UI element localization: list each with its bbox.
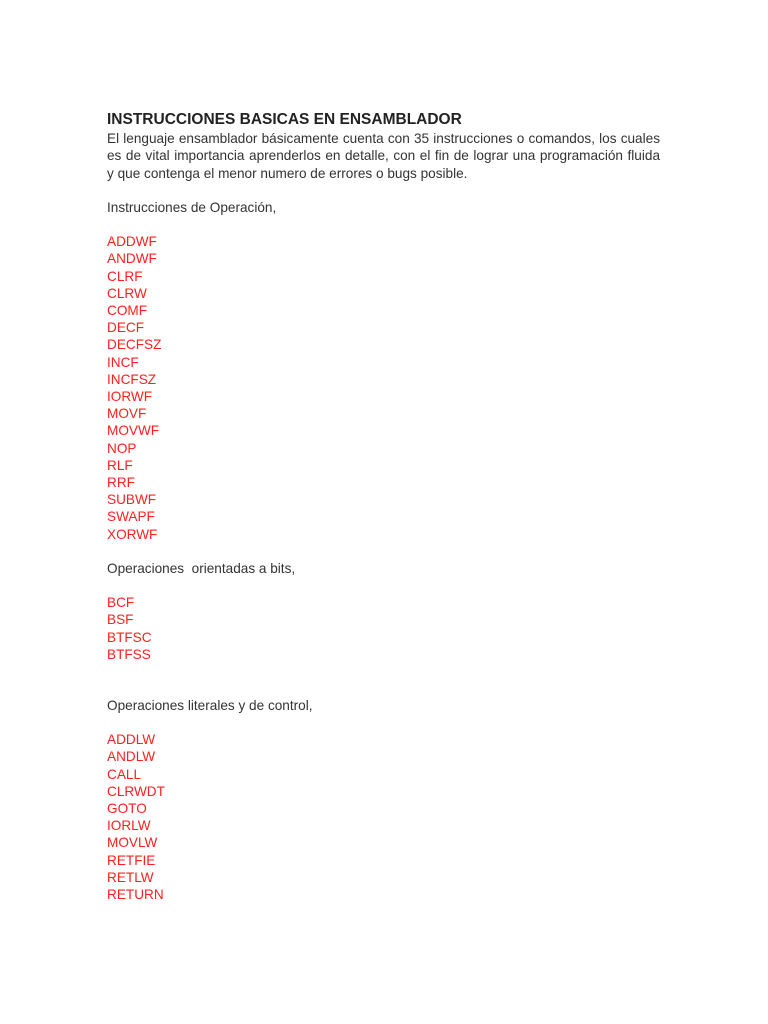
section-bits [107, 560, 660, 663]
instruction-item: COMF [107, 303, 148, 318]
instruction-item: SWAPF [107, 509, 155, 525]
instruction-item: RRF [107, 475, 135, 491]
instruction-item: ADDWF [107, 234, 157, 250]
section-heading: Instrucciones de Operación, [107, 199, 277, 215]
section-heading: Operaciones orientadas a bits, [107, 560, 296, 576]
instruction-item: ADDLW [107, 732, 156, 748]
instruction-item: ANDLW [107, 749, 156, 765]
instruction-item: GOTO [107, 801, 147, 817]
section-operacion [107, 199, 660, 543]
instruction-item: BCF [107, 595, 135, 611]
instruction-item: RLF [107, 457, 133, 473]
instruction-item: MOVLW [107, 835, 158, 851]
instruction-item: INCFSZ [107, 371, 157, 387]
instruction-item: BSF [107, 612, 134, 628]
instruction-item: BTFSS [107, 646, 151, 662]
instruction-item: SUBWF [107, 492, 157, 508]
instruction-item: DECF [107, 320, 145, 336]
instruction-item: INCF [107, 354, 139, 370]
intro-paragraph: El lenguaje ensamblador básicamente cuenta con 35 instrucciones o comandos, los cuales es de vital importancia aprenderlos en detalle, con el fin de lograr una programación fluida y que contenga el menor numero de errores o bugs posible. [107, 131, 660, 181]
instruction-item: RETLW [107, 869, 154, 885]
instruction-item: IORWF [107, 389, 153, 405]
section-heading: Operaciones literales y de control, [107, 697, 313, 713]
instruction-list [107, 233, 660, 543]
instruction-item: BTFSC [107, 629, 152, 645]
instruction-item: CLRW [107, 285, 147, 301]
instruction-item: DECFSZ [107, 337, 162, 353]
instruction-list [107, 594, 660, 663]
instruction-item: IORLW [107, 818, 151, 834]
instruction-item: NOP [107, 440, 137, 456]
section-literales [107, 697, 660, 903]
instruction-item: CLRF [107, 268, 143, 284]
instruction-item: CLRWDT [107, 783, 165, 799]
instruction-list [107, 731, 660, 903]
instruction-item: RETURN [107, 887, 164, 903]
instruction-item: CALL [107, 766, 142, 782]
instruction-item: XORWF [107, 526, 158, 542]
instruction-item: ANDWF [107, 251, 157, 267]
document-title: INSTRUCCIONES BASICAS EN ENSAMBLADOR [107, 111, 462, 128]
instruction-item: MOVF [107, 406, 147, 422]
document-page [107, 110, 660, 903]
instruction-item: MOVWF [107, 423, 160, 439]
instruction-item: RETFIE [107, 852, 156, 868]
